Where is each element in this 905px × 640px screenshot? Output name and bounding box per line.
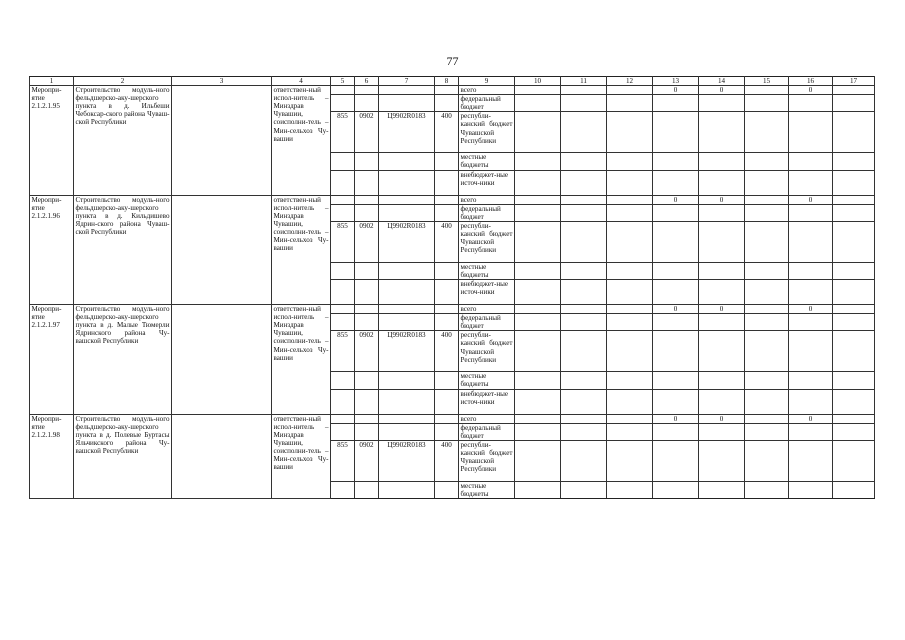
code-csr: Ц9902R0183: [379, 221, 435, 262]
header-cell: 4: [272, 77, 331, 86]
code-csr: [379, 204, 435, 221]
budget-source: внебюджет-ные источ-ники: [459, 389, 515, 414]
value-col-10: [515, 86, 561, 95]
budget-source: республи-канский бюджет Чувашской Республики: [459, 221, 515, 262]
code-csr: [379, 153, 435, 170]
budget-source: республи-канский бюджет Чувашской Республики: [459, 331, 515, 372]
value-col-16: 0: [789, 86, 833, 95]
budget-source: федеральный бюджет: [459, 95, 515, 112]
value-col-15: [745, 262, 789, 279]
value-col-11: [561, 221, 607, 262]
value-col-13: 0: [653, 86, 699, 95]
code-rzpr: [355, 195, 379, 204]
value-col-17: [833, 170, 875, 195]
budget-source: федеральный бюджет: [459, 204, 515, 221]
measures-table: [29, 76, 875, 499]
value-col-15: [745, 95, 789, 112]
value-col-13: [653, 331, 699, 372]
code-csr: [379, 86, 435, 95]
table-body: [30, 77, 875, 499]
budget-source: местные бюджеты: [459, 262, 515, 279]
header-cell: 13: [653, 77, 699, 86]
value-col-16: [789, 423, 833, 440]
measure-id: Меропри-ятие 2.1.2.1.95: [30, 86, 74, 195]
value-col-14: [699, 331, 745, 372]
value-col-13: [653, 389, 699, 414]
value-col-12: [607, 280, 653, 305]
header-cell: 6: [355, 77, 379, 86]
value-col-14: [699, 372, 745, 389]
header-row: [30, 77, 875, 86]
value-col-16: 0: [789, 414, 833, 423]
value-col-15: [745, 153, 789, 170]
code-rzpr: [355, 204, 379, 221]
code-csr: [379, 95, 435, 112]
code-vr: [435, 314, 459, 331]
value-col-15: [745, 112, 789, 153]
value-col-17: [833, 372, 875, 389]
value-col-15: [745, 331, 789, 372]
value-col-11: [561, 95, 607, 112]
header-cell: 8: [435, 77, 459, 86]
value-col-10: [515, 331, 561, 372]
value-col-10: [515, 481, 561, 498]
value-col-13: [653, 423, 699, 440]
value-col-16: [789, 280, 833, 305]
value-col-12: [607, 204, 653, 221]
budget-source: внебюджет-ные источ-ники: [459, 280, 515, 305]
value-col-12: [607, 153, 653, 170]
value-col-14: 0: [699, 195, 745, 204]
code-grbs: [331, 262, 355, 279]
value-col-13: [653, 262, 699, 279]
value-col-11: [561, 414, 607, 423]
code-vr: [435, 86, 459, 95]
value-col-10: [515, 314, 561, 331]
value-col-10: [515, 423, 561, 440]
code-rzpr: [355, 414, 379, 423]
value-col-13: [653, 204, 699, 221]
value-col-14: [699, 280, 745, 305]
value-col-11: [561, 280, 607, 305]
col3-empty: [172, 86, 272, 195]
code-csr: [379, 305, 435, 314]
value-col-12: [607, 372, 653, 389]
value-col-11: [561, 262, 607, 279]
measure-name: Строительство модуль-ного фельдшерско-аку-шерского пункта в д. Малые Тюмерли Ядринского района Чу-вашской Республики: [74, 305, 172, 414]
measure-id: Меропри-ятие 2.1.2.1.97: [30, 305, 74, 414]
value-col-17: [833, 204, 875, 221]
header-cell: 17: [833, 77, 875, 86]
code-grbs: [331, 170, 355, 195]
value-col-10: [515, 262, 561, 279]
header-cell: 16: [789, 77, 833, 86]
value-col-12: [607, 423, 653, 440]
code-rzpr: 0902: [355, 440, 379, 481]
value-col-13: [653, 170, 699, 195]
value-col-13: 0: [653, 414, 699, 423]
code-vr: [435, 262, 459, 279]
value-col-13: [653, 481, 699, 498]
value-col-14: [699, 112, 745, 153]
code-csr: [379, 170, 435, 195]
value-col-17: [833, 414, 875, 423]
header-cell: 2: [74, 77, 172, 86]
executor: ответствен-ный испол-нитель – Минздрав Чувашии, соисполни-тель – Мин-сельхоз Чу-вашии: [272, 414, 331, 498]
executor: ответствен-ный испол-нитель – Минздрав Чувашии, соисполни-тель – Мин-сельхоз Чу-вашии: [272, 195, 331, 304]
value-col-14: [699, 204, 745, 221]
value-col-12: [607, 112, 653, 153]
value-col-17: [833, 221, 875, 262]
code-rzpr: [355, 314, 379, 331]
code-vr: [435, 280, 459, 305]
value-col-13: 0: [653, 195, 699, 204]
code-csr: Ц9902R0183: [379, 112, 435, 153]
code-grbs: [331, 95, 355, 112]
page-number: 77: [446, 54, 459, 68]
executor: ответствен-ный испол-нитель – Минздрав Чувашии, соисполни-тель – Мин-сельхоз Чу-вашии: [272, 86, 331, 195]
value-col-10: [515, 95, 561, 112]
value-col-16: [789, 440, 833, 481]
code-rzpr: [355, 305, 379, 314]
header-cell: 5: [331, 77, 355, 86]
value-col-13: [653, 280, 699, 305]
value-col-13: [653, 95, 699, 112]
code-grbs: 855: [331, 440, 355, 481]
value-col-10: [515, 280, 561, 305]
value-col-16: [789, 372, 833, 389]
code-csr: [379, 262, 435, 279]
value-col-11: [561, 153, 607, 170]
code-grbs: [331, 86, 355, 95]
value-col-10: [515, 195, 561, 204]
value-col-15: [745, 221, 789, 262]
value-col-17: [833, 305, 875, 314]
value-col-16: [789, 153, 833, 170]
table-row: [30, 195, 875, 204]
value-col-10: [515, 305, 561, 314]
code-vr: [435, 170, 459, 195]
code-csr: [379, 389, 435, 414]
value-col-16: [789, 389, 833, 414]
budget-source: всего: [459, 305, 515, 314]
code-csr: [379, 314, 435, 331]
value-col-12: [607, 389, 653, 414]
value-col-16: 0: [789, 305, 833, 314]
budget-source: республи-канский бюджет Чувашской Республики: [459, 440, 515, 481]
table-row: [30, 305, 875, 314]
value-col-13: [653, 153, 699, 170]
value-col-14: [699, 221, 745, 262]
code-vr: 400: [435, 112, 459, 153]
value-col-10: [515, 440, 561, 481]
value-col-15: [745, 389, 789, 414]
col3-empty: [172, 414, 272, 498]
header-cell: 10: [515, 77, 561, 86]
code-rzpr: [355, 86, 379, 95]
value-col-16: [789, 95, 833, 112]
budget-source: республи-канский бюджет Чувашской Республики: [459, 112, 515, 153]
header-cell: 1: [30, 77, 74, 86]
code-rzpr: [355, 95, 379, 112]
value-col-11: [561, 112, 607, 153]
value-col-11: [561, 204, 607, 221]
value-col-11: [561, 423, 607, 440]
value-col-13: [653, 372, 699, 389]
value-col-13: [653, 314, 699, 331]
value-col-16: [789, 112, 833, 153]
value-col-12: [607, 195, 653, 204]
code-grbs: [331, 423, 355, 440]
table-row: [30, 86, 875, 95]
code-grbs: [331, 204, 355, 221]
budget-source: федеральный бюджет: [459, 314, 515, 331]
code-grbs: 855: [331, 331, 355, 372]
value-col-11: [561, 331, 607, 372]
value-col-10: [515, 414, 561, 423]
value-col-14: 0: [699, 414, 745, 423]
value-col-12: [607, 314, 653, 331]
code-grbs: [331, 305, 355, 314]
budget-source: всего: [459, 414, 515, 423]
value-col-11: [561, 86, 607, 95]
measure-name: Строительство модуль-ного фельдшерско-аку-шерского пункта в д. Полевые Буртасы Яльчикского района Чу-вашской Республики: [74, 414, 172, 498]
value-col-16: 0: [789, 195, 833, 204]
col3-empty: [172, 195, 272, 304]
measure-id: Меропри-ятие 2.1.2.1.96: [30, 195, 74, 304]
code-vr: 400: [435, 440, 459, 481]
value-col-15: [745, 314, 789, 331]
value-col-12: [607, 86, 653, 95]
value-col-14: [699, 153, 745, 170]
code-vr: [435, 423, 459, 440]
budget-source: всего: [459, 195, 515, 204]
code-grbs: [331, 195, 355, 204]
value-col-15: [745, 481, 789, 498]
code-grbs: 855: [331, 221, 355, 262]
value-col-17: [833, 314, 875, 331]
code-vr: [435, 204, 459, 221]
header-cell: 11: [561, 77, 607, 86]
value-col-17: [833, 423, 875, 440]
value-col-15: [745, 86, 789, 95]
value-col-12: [607, 414, 653, 423]
value-col-17: [833, 481, 875, 498]
value-col-14: [699, 440, 745, 481]
code-grbs: [331, 153, 355, 170]
value-col-14: [699, 314, 745, 331]
value-col-16: [789, 314, 833, 331]
code-rzpr: [355, 372, 379, 389]
value-col-15: [745, 372, 789, 389]
code-grbs: [331, 414, 355, 423]
header-cell: 12: [607, 77, 653, 86]
code-rzpr: 0902: [355, 112, 379, 153]
budget-source: местные бюджеты: [459, 372, 515, 389]
value-col-12: [607, 262, 653, 279]
executor: ответствен-ный испол-нитель – Минздрав Чувашии, соисполни-тель – Мин-сельхоз Чу-вашии: [272, 305, 331, 414]
value-col-13: [653, 440, 699, 481]
value-col-17: [833, 153, 875, 170]
value-col-10: [515, 372, 561, 389]
code-csr: [379, 423, 435, 440]
budget-source: местные бюджеты: [459, 153, 515, 170]
value-col-10: [515, 112, 561, 153]
code-grbs: [331, 280, 355, 305]
value-col-11: [561, 170, 607, 195]
code-rzpr: 0902: [355, 331, 379, 372]
budget-source: местные бюджеты: [459, 481, 515, 498]
value-col-17: [833, 389, 875, 414]
code-csr: [379, 481, 435, 498]
value-col-17: [833, 86, 875, 95]
value-col-14: [699, 95, 745, 112]
code-vr: [435, 389, 459, 414]
code-vr: [435, 372, 459, 389]
value-col-12: [607, 331, 653, 372]
value-col-11: [561, 481, 607, 498]
value-col-12: [607, 170, 653, 195]
value-col-14: 0: [699, 86, 745, 95]
value-col-16: [789, 204, 833, 221]
value-col-14: [699, 170, 745, 195]
code-vr: [435, 195, 459, 204]
code-grbs: [331, 389, 355, 414]
code-grbs: 855: [331, 112, 355, 153]
value-col-17: [833, 262, 875, 279]
value-col-11: [561, 195, 607, 204]
budget-source: всего: [459, 86, 515, 95]
code-rzpr: [355, 153, 379, 170]
code-vr: [435, 414, 459, 423]
code-csr: Ц9902R0183: [379, 331, 435, 372]
code-grbs: [331, 314, 355, 331]
value-col-16: [789, 262, 833, 279]
value-col-12: [607, 481, 653, 498]
code-rzpr: [355, 280, 379, 305]
value-col-12: [607, 95, 653, 112]
header-cell: 7: [379, 77, 435, 86]
value-col-14: [699, 423, 745, 440]
value-col-15: [745, 204, 789, 221]
table-row: [30, 414, 875, 423]
value-col-11: [561, 305, 607, 314]
code-rzpr: [355, 170, 379, 195]
col3-empty: [172, 305, 272, 414]
code-grbs: [331, 481, 355, 498]
value-col-14: [699, 262, 745, 279]
value-col-12: [607, 305, 653, 314]
code-csr: [379, 195, 435, 204]
code-csr: [379, 414, 435, 423]
value-col-11: [561, 440, 607, 481]
value-col-17: [833, 195, 875, 204]
value-col-16: [789, 331, 833, 372]
value-col-10: [515, 170, 561, 195]
code-vr: 400: [435, 221, 459, 262]
value-col-17: [833, 280, 875, 305]
value-col-11: [561, 314, 607, 331]
code-vr: [435, 481, 459, 498]
value-col-13: [653, 221, 699, 262]
header-cell: 14: [699, 77, 745, 86]
budget-source: федеральный бюджет: [459, 423, 515, 440]
value-col-14: [699, 481, 745, 498]
code-csr: Ц9902R0183: [379, 440, 435, 481]
code-rzpr: [355, 389, 379, 414]
value-col-10: [515, 204, 561, 221]
value-col-14: 0: [699, 305, 745, 314]
value-col-16: [789, 170, 833, 195]
budget-source: внебюджет-ные источ-ники: [459, 170, 515, 195]
code-csr: [379, 372, 435, 389]
value-col-15: [745, 280, 789, 305]
value-col-15: [745, 423, 789, 440]
code-vr: 400: [435, 331, 459, 372]
value-col-11: [561, 389, 607, 414]
code-rzpr: [355, 423, 379, 440]
value-col-15: [745, 305, 789, 314]
value-col-15: [745, 440, 789, 481]
measure-name: Строительство модуль-ного фельдшерско-аку-шерского пункта в д. Ильбеши Чебоксар-ского района Чуваш-ской Республики: [74, 86, 172, 195]
header-cell: 3: [172, 77, 272, 86]
header-cell: 15: [745, 77, 789, 86]
value-col-17: [833, 112, 875, 153]
code-rzpr: 0902: [355, 221, 379, 262]
code-rzpr: [355, 262, 379, 279]
value-col-11: [561, 372, 607, 389]
code-grbs: [331, 372, 355, 389]
value-col-12: [607, 221, 653, 262]
value-col-15: [745, 195, 789, 204]
measure-name: Строительство модуль-ного фельдшерско-аку-шерского пункта в д. Кильдишево Ядрин-ского района Чуваш-ской Республики: [74, 195, 172, 304]
value-col-10: [515, 389, 561, 414]
value-col-17: [833, 95, 875, 112]
value-col-15: [745, 414, 789, 423]
code-vr: [435, 153, 459, 170]
value-col-15: [745, 170, 789, 195]
value-col-10: [515, 221, 561, 262]
code-rzpr: [355, 481, 379, 498]
code-vr: [435, 305, 459, 314]
code-csr: [379, 280, 435, 305]
header-cell: 9: [459, 77, 515, 86]
value-col-13: [653, 112, 699, 153]
code-vr: [435, 95, 459, 112]
value-col-10: [515, 153, 561, 170]
value-col-14: [699, 389, 745, 414]
value-col-17: [833, 440, 875, 481]
value-col-16: [789, 221, 833, 262]
value-col-13: 0: [653, 305, 699, 314]
measure-id: Меропри-ятие 2.1.2.1.98: [30, 414, 74, 498]
value-col-17: [833, 331, 875, 372]
value-col-12: [607, 440, 653, 481]
value-col-16: [789, 481, 833, 498]
